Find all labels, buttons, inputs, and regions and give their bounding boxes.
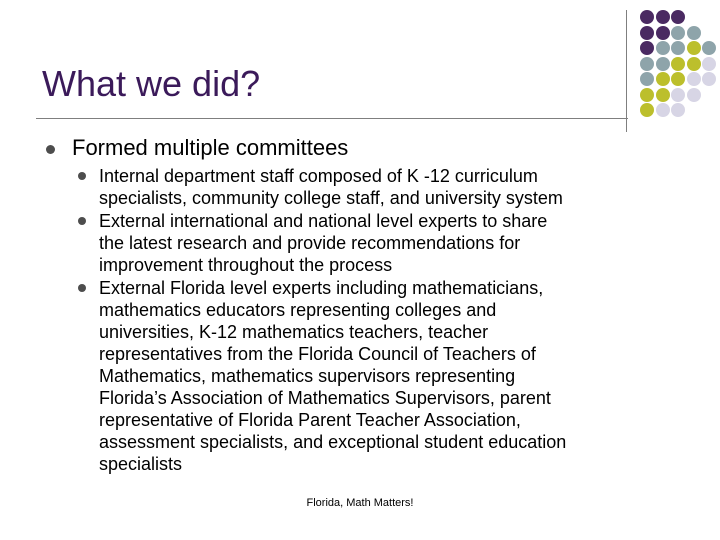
decorative-dot xyxy=(671,88,685,102)
decorative-dot xyxy=(656,10,670,24)
decorative-dot xyxy=(656,88,670,102)
decorative-dot xyxy=(640,72,654,86)
text-line: specialists xyxy=(99,454,183,474)
decorative-dot xyxy=(640,26,654,40)
decorative-dot xyxy=(687,41,701,55)
decorative-dot xyxy=(671,72,685,86)
decorative-dot xyxy=(687,88,701,102)
text-line: Mathematics, mathematics supervisors representing xyxy=(99,366,516,386)
text-line: improvement throughout the process xyxy=(99,255,393,275)
vertical-divider xyxy=(626,10,627,132)
decorative-dot xyxy=(656,57,670,71)
text-line: External Florida level experts including mathematicians, xyxy=(99,278,544,298)
decorative-dot xyxy=(640,103,654,117)
decorative-dot xyxy=(671,26,685,40)
bullet-dot-icon xyxy=(78,284,86,292)
decorative-dot xyxy=(702,72,716,86)
decorative-dot xyxy=(702,41,716,55)
bullet-dot-icon xyxy=(46,145,55,154)
decorative-dot xyxy=(640,57,654,71)
text-line: Florida’s Association of Mathematics Supervisors, parent xyxy=(99,388,551,408)
text-line: Internal department staff composed of K -12 curriculum xyxy=(99,166,538,186)
text-line: mathematics educators representing colleges and xyxy=(99,300,497,320)
decorative-dot xyxy=(656,72,670,86)
bullet-dot-icon xyxy=(78,172,86,180)
text-line: universities, K-12 mathematics teachers, teacher xyxy=(99,322,489,342)
text-line: assessment specialists, and exceptional student education xyxy=(99,432,567,452)
bullet-dot-icon xyxy=(78,217,86,225)
text-line: specialists, community college staff, and university system xyxy=(99,188,563,208)
decorative-dot xyxy=(671,41,685,55)
bullet-text xyxy=(99,165,563,209)
decorative-dot xyxy=(640,88,654,102)
title-underline xyxy=(36,118,628,119)
text-line: representatives from the Florida Council of Teachers of xyxy=(99,344,536,364)
decorative-dot xyxy=(671,10,685,24)
decorative-dot xyxy=(671,103,685,117)
text-line: the latest research and provide recommendations for xyxy=(99,233,521,253)
text-line: representative of Florida Parent Teacher Association, xyxy=(99,410,521,430)
text-line: External international and national level experts to share xyxy=(99,211,548,231)
slide-title: What we did? xyxy=(42,63,261,104)
slide-footer: Florida, Math Matters! xyxy=(306,497,414,509)
decorative-dot xyxy=(687,26,701,40)
decorative-dot xyxy=(656,26,670,40)
decorative-dot xyxy=(671,57,685,71)
decorative-dot xyxy=(656,103,670,117)
decorative-dot xyxy=(640,41,654,55)
decorative-dot xyxy=(687,57,701,71)
decorative-dot xyxy=(702,57,716,71)
decorative-dot xyxy=(640,10,654,24)
decorative-dot xyxy=(656,41,670,55)
bullet-text xyxy=(99,210,547,276)
bullet-text xyxy=(99,277,566,475)
bullet-text: Formed multiple committees xyxy=(72,135,349,160)
decorative-dot-grid xyxy=(640,10,720,120)
decorative-dot xyxy=(687,72,701,86)
